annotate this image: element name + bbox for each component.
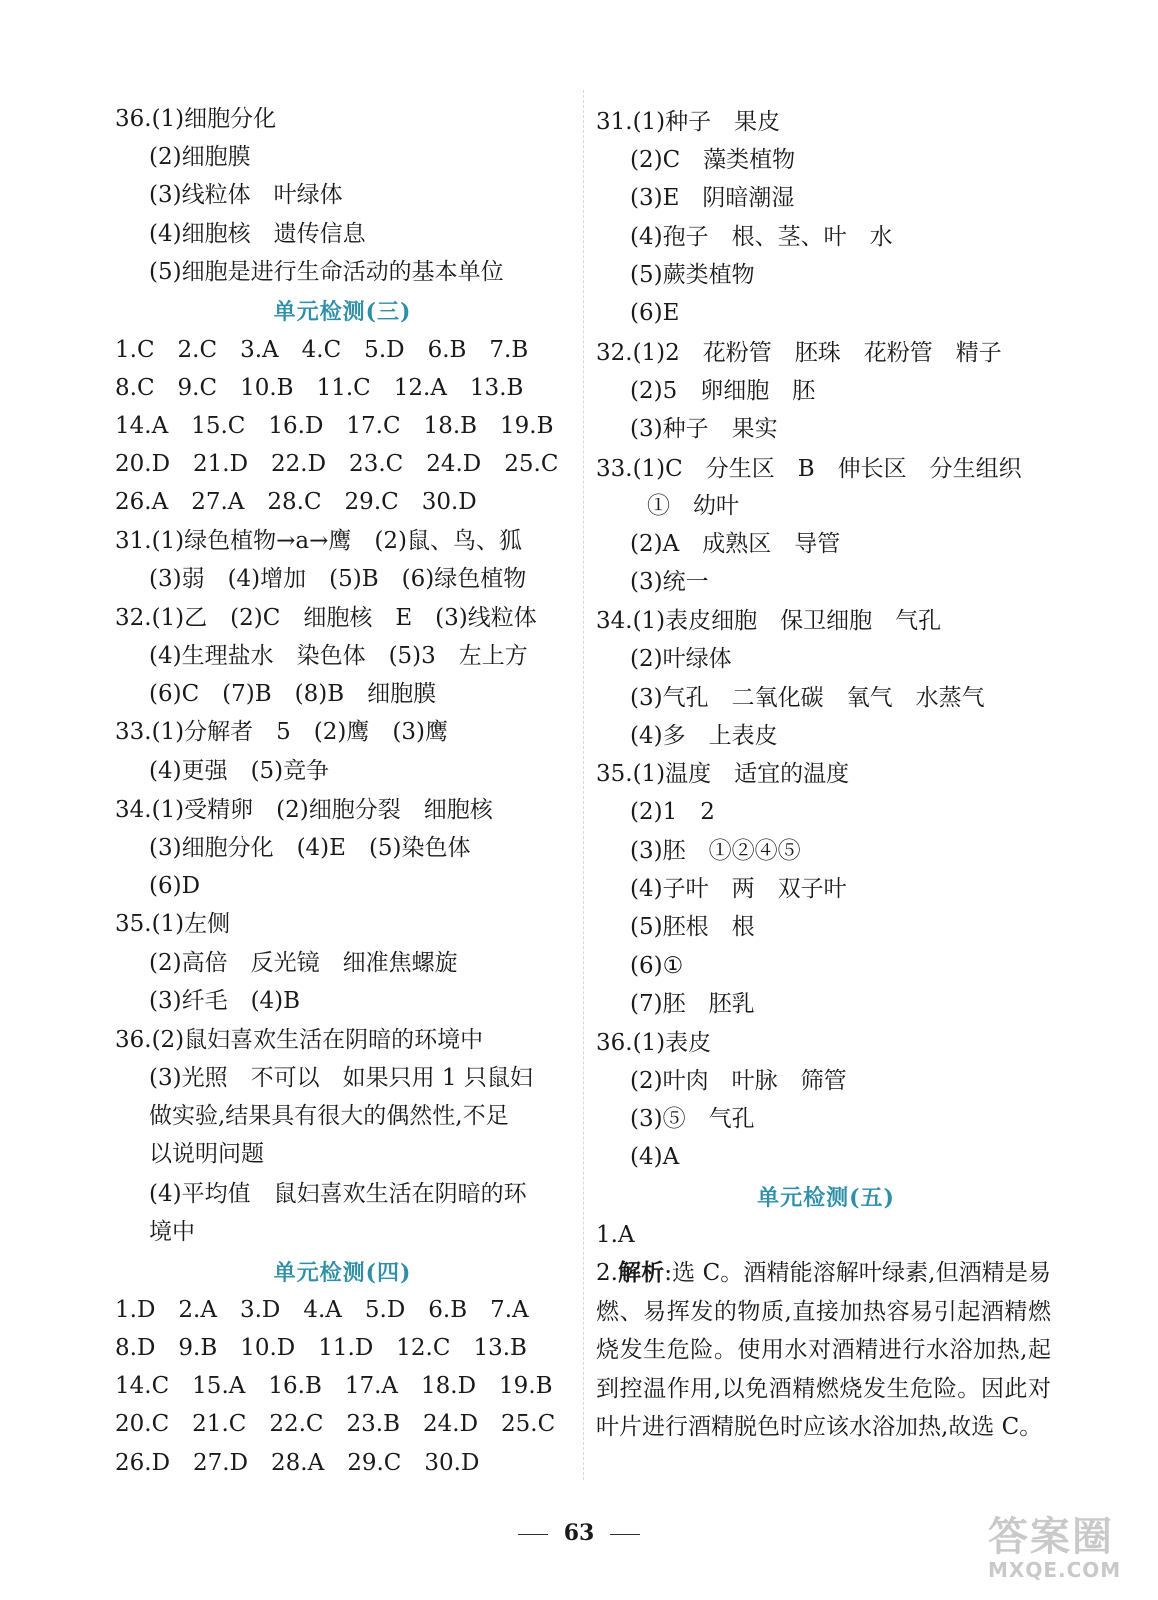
answer-line: 33.(1)分解者 5 (2)鹰 (3)鹰 (115, 719, 448, 745)
answer-line: 32.(1)乙 (2)C 细胞核 E (3)线粒体 (115, 605, 537, 631)
section-heading: 单元检测(四) (273, 1260, 412, 1286)
answer-line: 8.D 9.B 10.D 11.D 12.C 13.B (115, 1335, 527, 1361)
answer-line: (4)A (630, 1144, 680, 1170)
answer-line: 35.(1)左侧 (115, 911, 231, 937)
answer-line: (2)5 卵细胞 胚 (630, 378, 816, 404)
answer-line: 26.D 27.D 28.A 29.C 30.D (115, 1450, 480, 1476)
analysis-label: 解析 (617, 1259, 665, 1286)
answer-line: (5)胚根 根 (630, 914, 755, 940)
answer-line: (3)统一 (630, 569, 709, 595)
column-divider (583, 90, 584, 1480)
answer-line: (3)弱 (4)增加 (5)B (6)绿色植物 (149, 566, 527, 592)
answer-line: (2)叶肉 叶脉 筛管 (630, 1068, 847, 1094)
answer-line: (3)⑤ 气孔 (630, 1106, 755, 1132)
answer-line: (2)A 成熟区 导管 (630, 531, 841, 557)
answer-line: (5)蕨类植物 (630, 262, 755, 288)
answer-line: (6)① (630, 953, 684, 979)
section-heading: 单元检测(三) (273, 299, 412, 325)
answer-line: 33.(1)C 分生区 B 伸长区 分生组织 (596, 456, 1022, 482)
answer-line: (4)细胞核 遗传信息 (149, 221, 366, 247)
answer-line: 20.D 21.D 22.D 23.C 24.D 25.C (115, 451, 559, 477)
answer-line: (4)多 上表皮 (630, 723, 778, 749)
answer-line: 36.(1)细胞分化 (115, 106, 277, 132)
answer-line: 14.C 15.A 16.B 17.A 18.D 19.B (115, 1373, 553, 1399)
answer-line: (3)纤毛 (4)B (149, 988, 301, 1014)
answer-line: (2)C 藻类植物 (630, 147, 796, 173)
answer-line: 26.A 27.A 28.C 29.C 30.D (115, 489, 477, 515)
analysis-text: :选 C。酒精能溶解叶绿素,但酒精是易燃、易挥发的物质,直接加热容易引起酒精燃烧发生危险。使用水对酒精进行水浴加热,起到控温作用,以免酒精燃烧发生危险。因此对叶片进行酒精脱色时应该水浴加热,故选 C。 (596, 1260, 1051, 1440)
answer-line: 8.C 9.C 10.B 11.C 12.A 13.B (115, 375, 524, 401)
answer-line: (4)更强 (5)竞争 (149, 758, 330, 784)
answer-line: (4)平均值 鼠妇喜欢生活在阴暗的环 (149, 1181, 527, 1207)
answer-line: 做实验,结果具有很大的偶然性,不足 (149, 1103, 509, 1129)
answer-line: ① 幼叶 (647, 493, 739, 519)
answer-line: (5)细胞是进行生命活动的基本单位 (149, 259, 504, 285)
page-footer (0, 1518, 1158, 1548)
answer-line: (3)E 阴暗潮湿 (630, 185, 795, 211)
answer-line: (2)1 2 (630, 799, 715, 825)
answer-line: (6)C (7)B (8)B 细胞膜 (149, 681, 437, 707)
answer-line: (3)胚 ①②④⑤ (630, 838, 801, 864)
answer-line: 1.D 2.A 3.D 4.A 5.D 6.B 7.A (115, 1297, 529, 1323)
answer-line: 36.(2)鼠妇喜欢生活在阴暗的环境中 (115, 1027, 484, 1053)
answer-line: (3)细胞分化 (4)E (5)染色体 (149, 835, 471, 861)
watermark-domain: MXQE.COM (988, 1558, 1122, 1582)
answer-line: (7)胚 胚乳 (630, 991, 755, 1017)
answer-line: (6)E (630, 300, 680, 326)
answer-line: 境中 (149, 1219, 195, 1245)
answer-line: 20.C 21.C 22.C 23.B 24.D 25.C (115, 1411, 556, 1437)
answer-line: (4)子叶 两 双子叶 (630, 876, 847, 902)
answer-line: 1.C 2.C 3.A 4.C 5.D 6.B 7.B (115, 337, 529, 363)
answer-line: (2)高倍 反光镜 细准焦螺旋 (149, 950, 458, 976)
answer-line: 1.A (596, 1222, 635, 1248)
answer-line: (3)线粒体 叶绿体 (149, 182, 343, 208)
analysis-number: 2. (596, 1260, 618, 1286)
section-heading: 单元检测(五) (757, 1185, 895, 1211)
answer-line: (3)种子 果实 (630, 416, 778, 442)
answer-line: 34.(1)受精卵 (2)细胞分裂 细胞核 (115, 797, 493, 823)
answer-line: (2)叶绿体 (630, 646, 732, 672)
answer-line: 31.(1)种子 果皮 (596, 109, 781, 135)
watermark-logo (988, 1515, 1138, 1595)
analysis-paragraph (596, 1254, 1051, 1447)
footer-dash-right (610, 1534, 640, 1535)
answer-line: 31.(1)绿色植物→a→鹰 (2)鼠、鸟、狐 (115, 528, 522, 554)
answer-line: 34.(1)表皮细胞 保卫细胞 气孔 (596, 608, 942, 634)
answer-line: 以说明问题 (149, 1141, 264, 1167)
answer-line: (2)细胞膜 (149, 144, 251, 170)
answer-line: (6)D (149, 873, 201, 899)
answer-line: 32.(1)2 花粉管 胚珠 花粉管 精子 (596, 340, 1002, 366)
answer-line: (3)气孔 二氧化碳 氧气 水蒸气 (630, 685, 985, 711)
page-number: 63 (563, 1520, 595, 1546)
answer-line: (3)光照 不可以 如果只用 1 只鼠妇 (149, 1065, 533, 1091)
answer-line: 36.(1)表皮 (596, 1030, 712, 1056)
watermark-title: 答案圈 (988, 1514, 1114, 1560)
answer-line: (4)生理盐水 染色体 (5)3 左上方 (149, 643, 528, 669)
answer-line: 35.(1)温度 适宜的温度 (596, 761, 850, 787)
answer-line: 14.A 15.C 16.D 17.C 18.B 19.B (115, 413, 554, 439)
footer-dash-left (518, 1534, 548, 1535)
answer-line: (4)孢子 根、茎、叶 水 (630, 224, 893, 250)
